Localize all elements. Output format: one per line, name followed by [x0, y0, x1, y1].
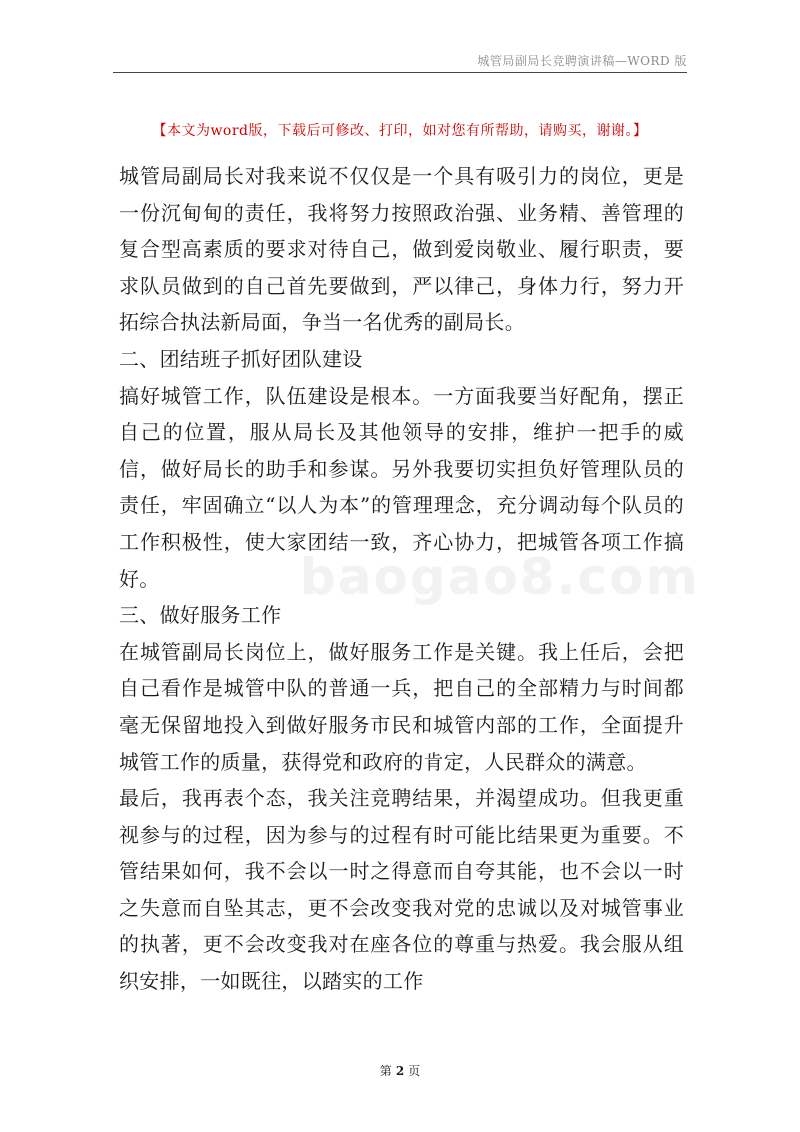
paragraph: 在城管副局长岗位上，做好服务工作是关键。我上任后，会把自己看作是城管中队的普通一兵，把自己的全部精力与时间都毫无保留地投入到做好服务市民和城管内部的工作，全面提升城管工作的质量，获得党和政府的肯定，人民群众的满意。: [119, 639, 684, 774]
document-body: [119, 158, 684, 1000]
watermark-text: baogao8.com: [300, 548, 700, 606]
download-notice: 【本文为word版，下载后可修改、打印，如对您有所帮助，请购买，谢谢。】: [152, 123, 648, 139]
page-header: [113, 54, 687, 73]
section-heading: 三、做好服务工作: [119, 603, 282, 628]
header-title: 城管局副局长竞聘演讲稿—WORD 版: [477, 54, 687, 68]
paragraph: 搞好城管工作，队伍建设是根本。一方面我要当好配角，摆正自己的位置，服从局长及其他领导的安排，维护一把手的威信，做好局长的助手和参谋。另外我要切实担负好管理队员的责任，牢固确立“以人为本”的管理理念，充分调动每个队员的工作积极性，使大家团结一致，齐心协力，把城管各项工作搞好。: [119, 383, 684, 591]
footer-prefix: 第: [379, 1064, 392, 1078]
footer-suffix: 页: [408, 1064, 421, 1078]
paragraph: 城管局副局长对我来说不仅仅是一个具有吸引力的岗位，更是一份沉甸甸的责任，我将努力按照政治强、业务精、善管理的复合型高素质的要求对待自己，做到爱岗敬业、履行职责，要求队员做到的自己首先要做到，严以律己，身体力行，努力开拓综合执法新局面，争当一名优秀的副局长。: [119, 164, 684, 335]
page-footer: [0, 1062, 800, 1079]
section-heading: 二、团结班子抓好团队建设: [119, 346, 363, 371]
page-number: 2: [395, 1064, 405, 1078]
paragraph: 最后，我再表个态，我关注竞聘结果，并渴望成功。但我更重视参与的过程，因为参与的过程有时可能比结果更为重要。不管结果如何，我不会以一时之得意而自夸其能，也不会以一时之失意而自坠其志，更不会改变我对党的忠诚以及对城管事业的执著，更不会改变我对在座各位的尊重与热爱。我会服从组织安排，一如既往，以踏实的工作: [119, 786, 684, 994]
